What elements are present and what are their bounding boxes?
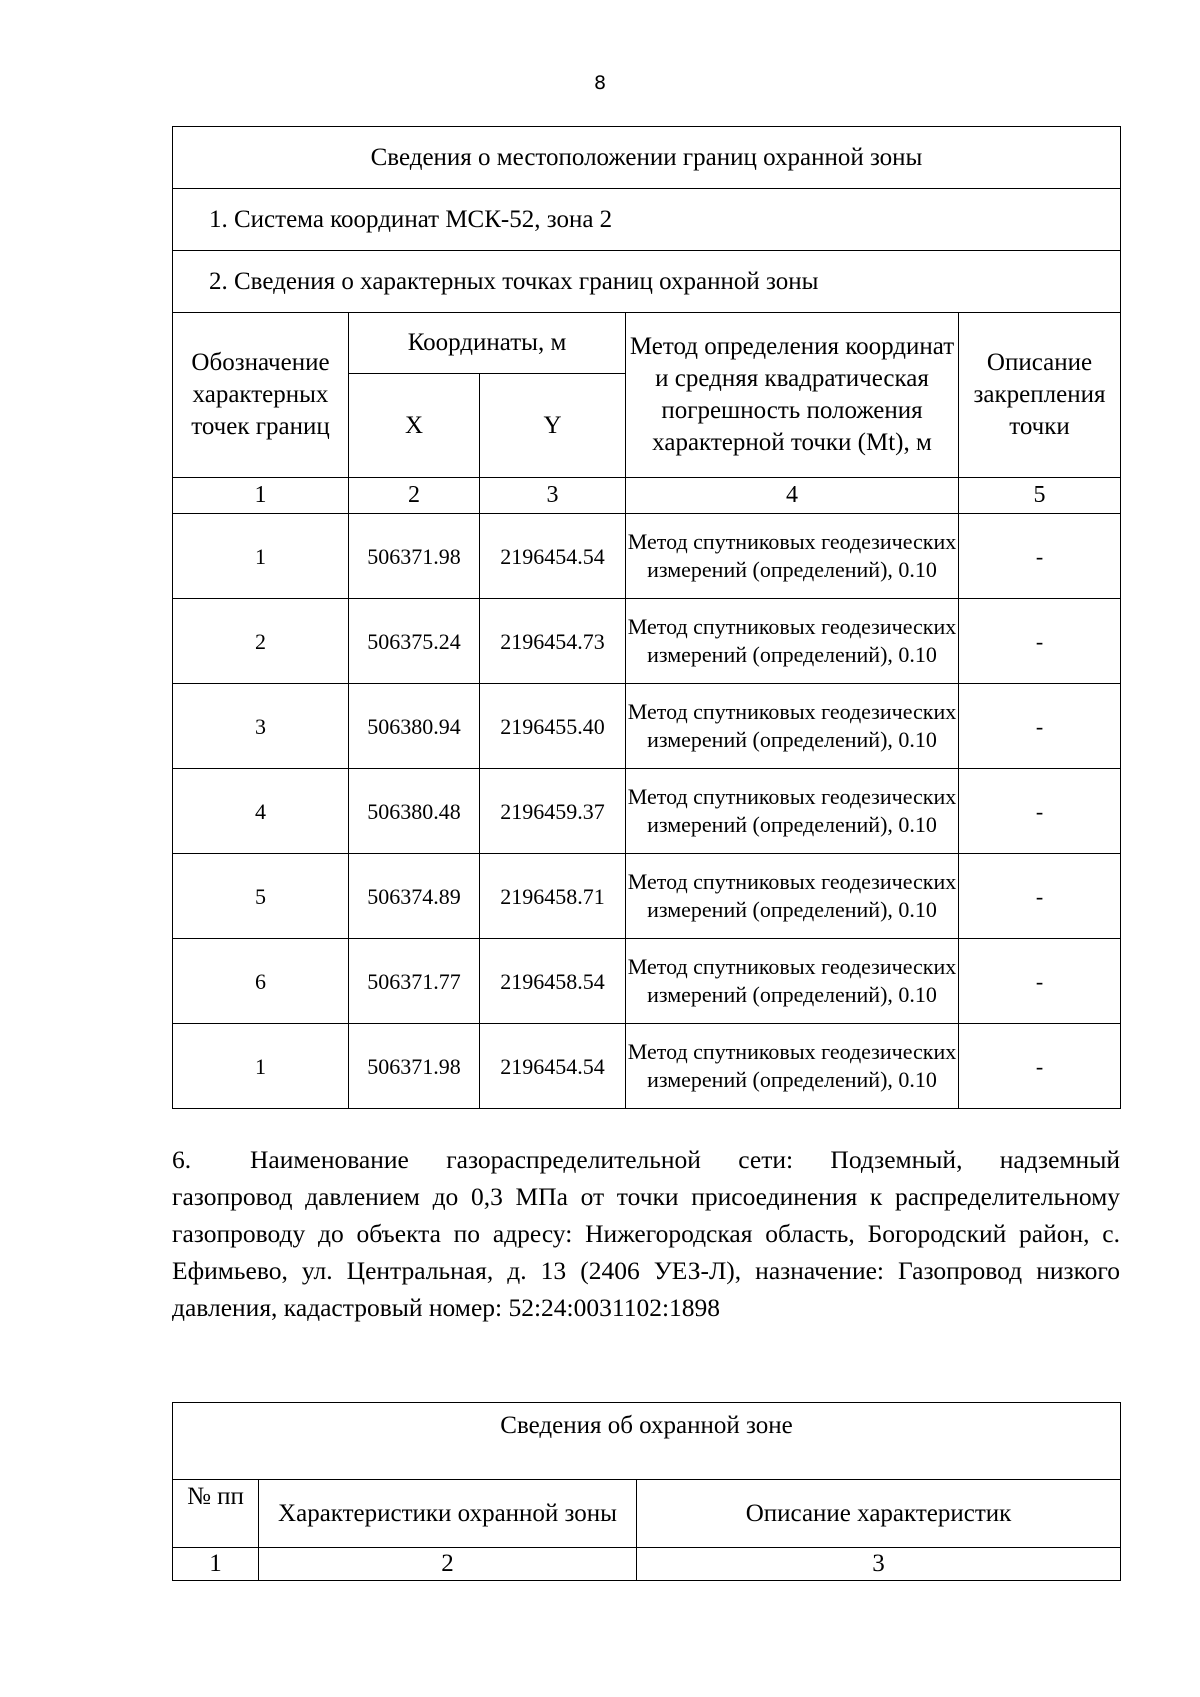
description-cell: - [959,684,1121,769]
point-id: 5 [173,854,349,939]
table-row [173,769,1121,854]
header-description: Описание закрепления точки [959,313,1121,478]
point-id: 6 [173,939,349,1024]
description-cell: - [959,599,1121,684]
description-cell: - [959,939,1121,1024]
method-cell: Метод спутниковых геодезических измерений (определений), 0.10 [626,939,959,1024]
description-cell: - [959,514,1121,599]
method-cell: Метод спутниковых геодезических измерений (определений), 0.10 [626,514,959,599]
paragraph-text: Наименование газораспределительной сети: Подземный, надземный газопровод давлением до 0,3 МПа от точки присоединения к распределительному газопроводу до объекта по адресу: Нижегородская область, Богородский район, с. Ефимьево, ул. Центральная, д. 13 (2406 УЕЗ-Л), назначение: Газопровод низкого давления, кадастровый номер: 52:24:0031102:1898 [172,1145,1120,1322]
point-id: 2 [173,599,349,684]
table-row [173,514,1121,599]
column-number: 2 [259,1548,637,1581]
coord-x: 506374.89 [349,854,480,939]
coord-y: 2196454.54 [480,514,626,599]
coord-y: 2196455.40 [480,684,626,769]
coord-x: 506380.94 [349,684,480,769]
table-row [173,599,1121,684]
column-number: 3 [480,478,626,514]
table-row [173,854,1121,939]
coord-x: 506371.77 [349,939,480,1024]
method-cell: Метод спутниковых геодезических измерений (определений), 0.10 [626,854,959,939]
table-row [173,939,1121,1024]
coord-x: 506375.24 [349,599,480,684]
coord-y: 2196458.71 [480,854,626,939]
column-number: 1 [173,478,349,514]
column-number: 5 [959,478,1121,514]
coord-y: 2196454.73 [480,599,626,684]
coord-y: 2196459.37 [480,769,626,854]
header-method: Метод определения координат и средняя квадратическая погрешность положения характерной точки (Mt), м [626,313,959,478]
method-cell: Метод спутниковых геодезических измерений (определений), 0.10 [626,769,959,854]
column-number: 1 [173,1548,259,1581]
coordinate-system-row: 1. Система координат МСК-52, зона 2 [173,189,1121,251]
coord-x: 506371.98 [349,1024,480,1109]
header-x: X [349,374,480,478]
table-title: Сведения о местоположении границ охранной зоны [173,127,1121,189]
method-cell: Метод спутниковых геодезических измерений (определений), 0.10 [626,599,959,684]
header-designation: Обозначение характерных точек границ [173,313,349,478]
point-id: 1 [173,514,349,599]
method-cell: Метод спутниковых геодезических измерений (определений), 0.10 [626,684,959,769]
point-id: 4 [173,769,349,854]
column-number: 3 [637,1548,1121,1581]
column-number: 4 [626,478,959,514]
method-cell: Метод спутниковых геодезических измерений (определений), 0.10 [626,1024,959,1109]
point-id: 1 [173,1024,349,1109]
paragraph-number: 6. [172,1145,192,1174]
header-number: № пп [173,1480,259,1548]
description-cell: - [959,1024,1121,1109]
header-characteristics: Характеристики охранной зоны [259,1480,637,1548]
description-cell: - [959,769,1121,854]
point-id: 3 [173,684,349,769]
coord-y: 2196458.54 [480,939,626,1024]
table-title: Сведения об охранной зоне [173,1403,1121,1480]
coord-y: 2196454.54 [480,1024,626,1109]
header-coordinates: Координаты, м [349,313,626,374]
description-cell: - [959,854,1121,939]
header-description: Описание характеристик [637,1480,1121,1548]
boundary-points-table [172,126,1121,1109]
page-number: 8 [593,72,607,94]
protection-zone-table [172,1402,1121,1581]
coord-x: 506371.98 [349,514,480,599]
gas-network-paragraph [172,1141,1120,1326]
coord-x: 506380.48 [349,769,480,854]
header-y: Y [480,374,626,478]
points-section-row: 2. Сведения о характерных точках границ охранной зоны [173,251,1121,313]
table-row [173,684,1121,769]
table-row [173,1024,1121,1109]
column-number: 2 [349,478,480,514]
